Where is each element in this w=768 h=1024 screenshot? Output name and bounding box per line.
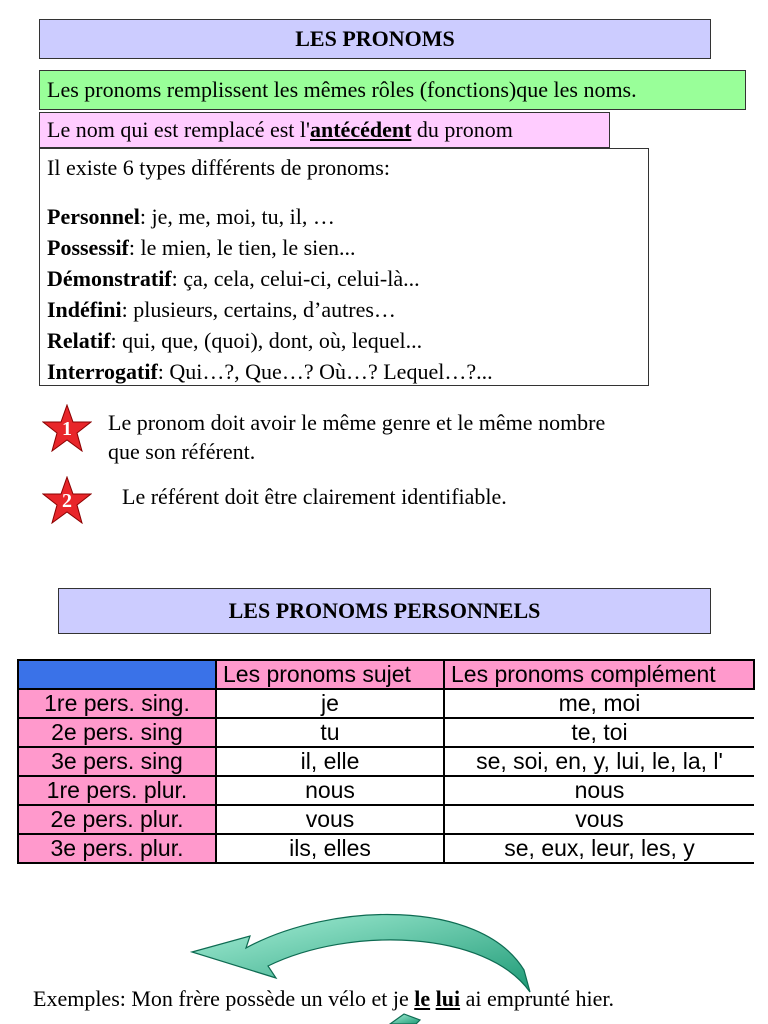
type-examples: : plusieurs, certains, d’autres… [121,297,396,322]
table-header-complement: Les pronoms complément [444,660,754,689]
type-term: Personnel [47,204,140,229]
rule-1-text [108,408,605,466]
example-word-le: le [414,986,431,1011]
table-row [18,776,754,805]
type-term: Possessif [47,235,129,260]
complement-cell: te, toi [444,718,754,747]
complement-cell: se, soi, en, y, lui, le, la, l' [444,747,754,776]
table-header-blank [18,660,216,689]
complement-cell: vous [444,805,754,834]
antecedent-after: du pronom [411,117,513,142]
subject-cell: nous [216,776,444,805]
antecedent-box [39,112,610,148]
type-term: Démonstratif [47,266,172,291]
star-icon [42,476,92,524]
type-row-relatif [47,325,648,356]
table-header-subject: Les pronoms sujet [216,660,444,689]
type-examples: : qui, que, (quoi), dont, où, lequel... [110,328,423,353]
definition-box: Les pronoms remplissent les mêmes rôles (fonctions)que les noms. [39,70,746,110]
rule-number: 2 [62,490,72,512]
type-term: Interrogatif [47,359,158,384]
personal-pronouns-title: LES PRONOMS PERSONNELS [58,588,711,634]
person-cell: 1re pers. plur. [18,776,216,805]
rule-1-line-1: Le pronom doit avoir le même genre et le même nombre [108,410,606,435]
person-cell: 2e pers. sing [18,718,216,747]
type-row-demonstratif [47,263,648,294]
type-row-indefini [47,294,648,325]
subject-cell: tu [216,718,444,747]
person-cell: 3e pers. sing [18,747,216,776]
page-title: LES PRONOMS [39,19,711,59]
example-sentence [33,985,614,1013]
person-cell: 3e pers. plur. [18,834,216,863]
table-row [18,834,754,863]
example-word-lui: lui [435,986,461,1011]
table-row [18,805,754,834]
type-examples: : je, me, moi, tu, il, … [139,204,335,229]
personal-pronouns-table [17,659,755,864]
antecedent-before: Le nom qui est remplacé est l' [47,117,310,142]
subject-cell: vous [216,805,444,834]
type-term: Indéfini [47,297,122,322]
rule-1-line-2: que son référent. [108,439,256,464]
table-header-row [18,660,754,689]
type-term: Relatif [47,328,111,353]
type-examples: : ça, cela, celui-ci, celui-là... [171,266,420,291]
type-examples: : le mien, le tien, le sien... [128,235,356,260]
rule-number: 1 [62,418,72,440]
type-examples: : Qui…?, Que…? Où…? Lequel…?... [157,359,493,384]
example-after: ai emprunté hier. [460,986,615,1011]
person-cell: 1re pers. sing. [18,689,216,718]
table-row [18,747,754,776]
type-row-personnel [47,201,648,232]
star-icon [42,404,92,452]
person-cell: 2e pers. plur. [18,805,216,834]
table-row [18,718,754,747]
types-intro: Il existe 6 types différents de pronoms: [47,155,390,180]
rule-2-text: Le référent doit être clairement identifiable. [122,484,507,509]
subject-cell: ils, elles [216,834,444,863]
complement-cell: se, eux, leur, les, y [444,834,754,863]
complement-cell: nous [444,776,754,805]
pronoun-types-box [39,148,649,386]
type-row-possessif [47,232,648,263]
type-row-interrogatif [47,356,648,387]
complement-cell: me, moi [444,689,754,718]
subject-cell: il, elle [216,747,444,776]
example-before: Exemples: Mon frère possède un vélo et je [33,986,415,1011]
antecedent-term: antécédent [310,117,412,142]
table-row [18,689,754,718]
subject-cell: je [216,689,444,718]
